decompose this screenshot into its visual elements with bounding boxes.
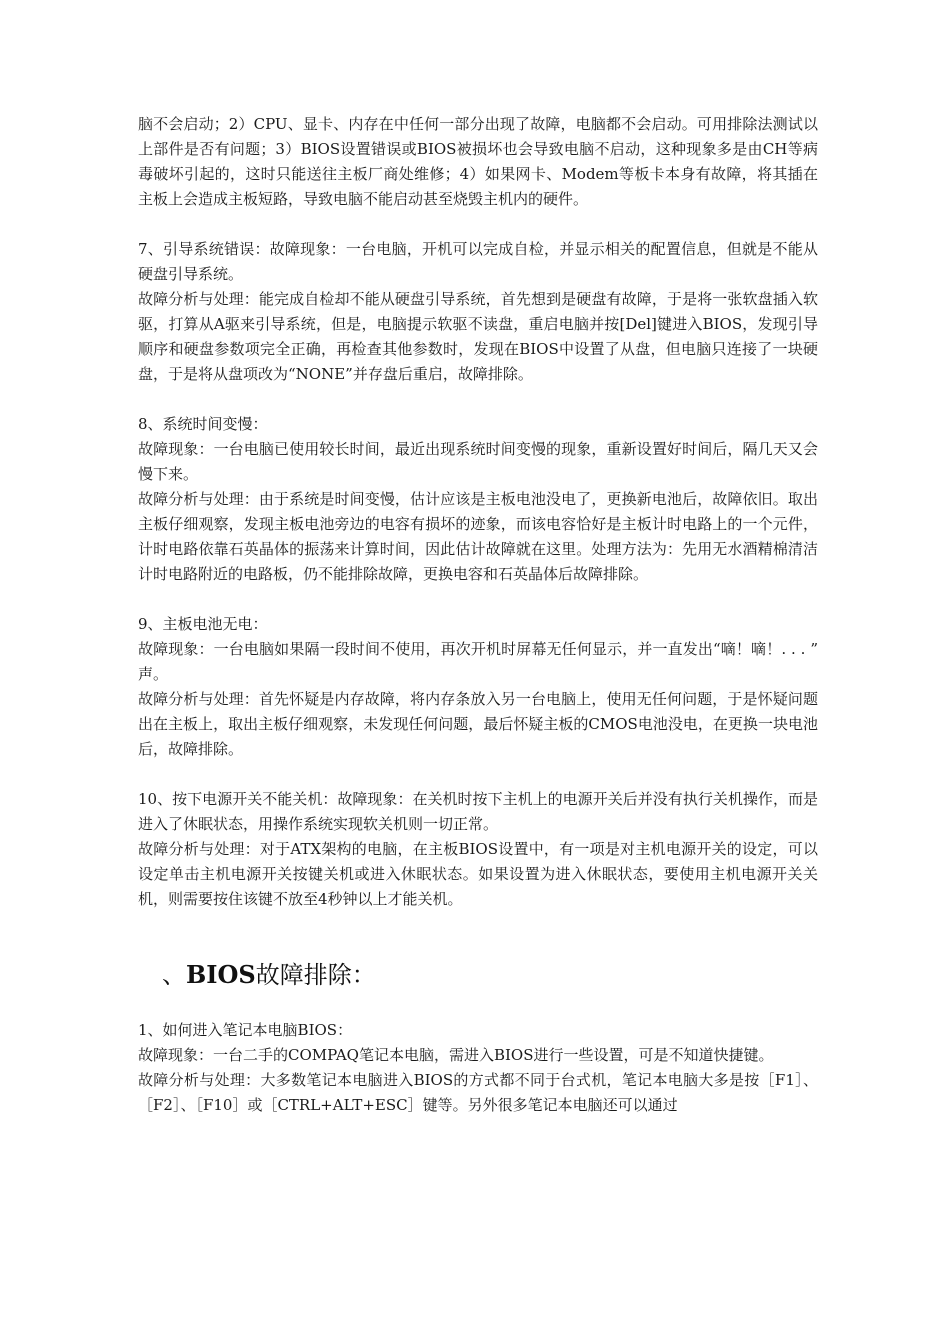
intro-paragraph: 脑不会启动；2）CPU、显卡、内存在中任何一部分出现了故障，电脑都不会启动。可用排除法测试以上部件是否有问题；3）BIOS设置错误或BIOS被损坏也会导致电脑不启动，这种现象多是由CH等病毒破坏引起的，这时只能送往主板厂商处维修；4）如果网卡、Modem等板卡本身有故障，将其插在主板上会造成主板短路，导致电脑不能启动甚至烧毁主机内的硬件。 [138, 115, 818, 208]
section-7-analysis: 故障分析与处理：能完成自检却不能从硬盘引导系统，首先想到是硬盘有故障，于是将一张软盘插入软驱，打算从A驱来引导系统，但是，电脑提示软驱不读盘，重启电脑并按[Del]键进入BIOS，发现引导顺序和硬盘参数项完全正确，再检查其他参数时，发现在BIOS中设置了从盘，但电脑只连接了一块硬盘，于是将从盘项改为“NONE”并存盘后重启，故障排除。 [138, 290, 818, 383]
section-8-title: 8、系统时间变慢： [138, 415, 268, 433]
spacer [138, 387, 818, 412]
section-8-analysis: 故障分析与处理：由于系统是时间变慢，估计应该是主板电池没电了，更换新电池后，故障依旧。取出主板仔细观察，发现主板电池旁边的电容有损坏的迹象，而该电容恰好是主板计时电路上的一个元件，计时电路依靠石英晶体的振荡来计算时间，因此估计故障就在这里。处理方法为：先用无水酒精棉清洁计时电路附近的电路板，仍不能排除故障，更换电容和石英晶体后故障排除。 [138, 490, 818, 583]
document-page [138, 112, 818, 1118]
bios-1-analysis: 故障分析与处理：大多数笔记本电脑进入BIOS的方式都不同于台式机，笔记本电脑大多是按［F1］、［F2］、［F10］或［CTRL+ALT+ESC］键等。另外很多笔记本电脑还可以通过 [138, 1071, 818, 1114]
section-9-symptom: 故障现象：一台电脑如果隔一段时间不使用，再次开机时屏幕无任何显示，并一直发出“嘀！嘀！. . . ” 声。 [138, 640, 818, 683]
section-9-title: 9、主板电池无电： [138, 615, 268, 633]
bios-section-heading [162, 958, 818, 992]
bios-1-symptom: 故障现象：一台二手的COMPAQ笔记本电脑，需进入BIOS进行一些设置，可是不知道快捷键。 [138, 1046, 774, 1064]
heading-rest-text: 故障排除： [255, 961, 376, 989]
bios-1-title: 1、如何进入笔记本电脑BIOS： [138, 1021, 353, 1039]
heading-bold-text: BIOS [186, 960, 256, 989]
section-8-symptom: 故障现象：一台电脑已使用较长时间，最近出现系统时间变慢的现象，重新设置好时间后，隔几天又会慢下来。 [138, 440, 818, 483]
section-10-analysis: 故障分析与处理：对于ATX架构的电脑，在主板BIOS设置中，有一项是对主机电源开关的设定，可以设定单击主机电源开关按键关机或进入休眠状态。如果设置为进入休眠状态，要使用主机电源开关关机，则需要按住该键不放至4秒钟以上才能关机。 [138, 840, 818, 908]
section-7-title: 7、引导系统错误：故障现象：一台电脑，开机可以完成自检，并显示相关的配置信息，但就是不能从硬盘引导系统。 [138, 240, 818, 283]
section-9-analysis: 故障分析与处理：首先怀疑是内存故障，将内存条放入另一台电脑上，使用无任何问题，于是怀疑问题出在主板上，取出主板仔细观察，未发现任何问题，最后怀疑主板的CMOS电池没电，在更换一块电池后，故障排除。 [138, 690, 818, 758]
spacer [138, 762, 818, 787]
heading-prefix: 、 [162, 961, 186, 989]
spacer [138, 212, 818, 237]
spacer [138, 992, 818, 1018]
section-10-title: 10、按下电源开关不能关机：故障现象：在关机时按下主机上的电源开关后并没有执行关机操作，而是进入了休眠状态，用操作系统实现软关机则一切正常。 [138, 790, 818, 833]
spacer [138, 587, 818, 612]
